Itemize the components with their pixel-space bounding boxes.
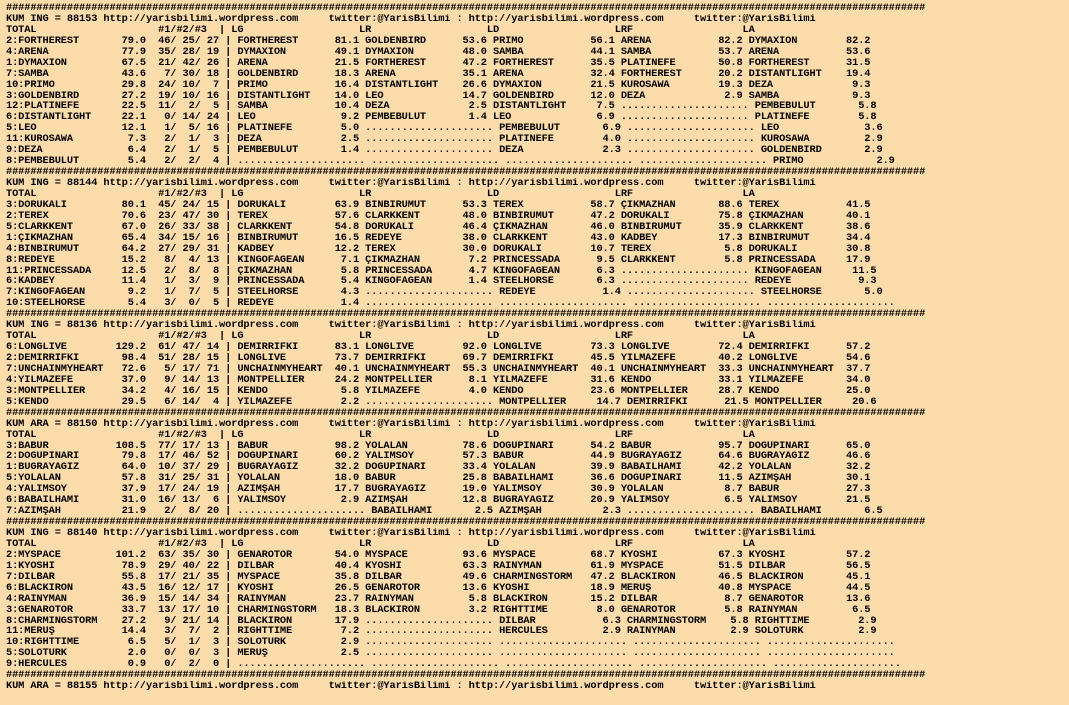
table-row: 6:BLACKIRON 43.5 16/ 12/ 17 | KYOSHI 26.5 GENAROTOR 13.6 KYOSHI 18.9 MERUŞ 40.8 MYSPACE 44.5 [6,582,871,594]
separator-rule: ####################################################################################################################################################### [6,407,926,419]
table-row: 12:PLATİNEFE 22.5 11/ 2/ 5 | SAMBA 10.4 DEZA 2.5 DISTANTLIGHT 7.5 ..................... PEMBEBULUT 5.8 [6,101,877,113]
table-row: 8:CHARMINGSTORM 27.2 9/ 21/ 14 | BLACKIRON 17.9 ..................... DİLBAR 6.3 CHARMINGSTORM 5.8 RIGHTTIME 2.9 [6,615,877,627]
table-row: 4:RAINYMAN 36.9 15/ 14/ 34 | RAINYMAN 23.7 RAINYMAN 5.8 BLACKIRON 15.2 DİLBAR 8.7 GENAROTOR 13.6 [6,593,871,605]
table-row: 4:YILMAZEFE 37.0 9/ 14/ 13 | MONTPELLIER 24.2 MONTPELLIER 8.1 YILMAZEFE 31.6 KENDO 33.1 YILMAZEFE 34.0 [6,374,871,386]
column-headers: TOTAL #1/#2/#3 | LG LR LD LRF LA [6,188,755,200]
column-headers: TOTAL #1/#2/#3 | LG LR LD LRF LA [6,331,755,343]
separator-rule: ####################################################################################################################################################### [6,670,926,682]
table-row: 5:SOLOTÜRK 2.0 0/ 0/ 3 | MERUŞ 2.5 ..................... ..................... ..................... ..................... [6,648,895,660]
table-row: 4:ARENA 77.9 35/ 28/ 19 | DYMAXION 49.1 DYMAXION 48.0 SAMBA 44.1 SAMBA 53.7 ARENA 53.6 [6,46,871,58]
table-row: 7:KINGOFAGEAN 9.2 1/ 7/ 5 | STEELHORSE 4.3 ..................... REDEYE 1.4 ..................... STEELHORSE 5.0 [6,287,883,299]
separator-rule: ####################################################################################################################################################### [6,517,926,528]
table-row: 10:PRIMO 29.8 24/ 10/ 7 | PRIMO 16.4 DISTANTLIGHT 26.6 DYMAXION 21.5 KUROSAWA 19.3 DEZA 9.3 [6,79,871,91]
race-header: KUM ING = 88140 http://yarisbilimi.wordpress.com twitter:@YarisBilimi : http://yarisbilimi.wordpress.com twitter:@YarisBilimi [6,528,816,539]
table-row: 7:AZİMŞAH 21.9 2/ 8/ 20 | ..................... BABAİLHAMİ 2.5 AZİMŞAH 2.3 ..................... BABAİLHAMİ 6.5 [6,506,883,518]
race-header: KUM ARA = 88155 http://yarisbilimi.wordpress.com twitter:@YarisBilimi : http://yarisbilimi.wordpress.com twitter:@YarisBilimi [6,681,816,693]
separator-rule: ####################################################################################################################################################### [6,309,926,321]
table-row: 7:UNCHAINMYHEART 72.6 5/ 17/ 71 | UNCHAINMYHEART 40.1 UNCHAINMYHEART 55.3 UNCHAINMYHEART 40.1 UNCHAINMYHEART 33.3 UNCHAINMYHEART 37.7 [6,363,871,375]
race-header: KUM ING = 88136 http://yarisbilimi.wordpress.com twitter:@YarisBilimi : http://yarisbilimi.wordpress.com twitter:@YarisBilimi [6,320,816,332]
table-row: 4:YALIMSOY 37.9 17/ 24/ 19 | AZİMŞAH 17.7 BUĞRAYAĞIZ 19.0 YALIMSOY 30.9 YOLALAN 8.7 BABÜR 27.3 [6,484,871,496]
table-row: 9:HERCULES 0.9 0/ 2/ 0 | ..................... ..................... ..................... ..................... ..................... [6,659,901,671]
column-headers: TOTAL #1/#2/#3 | LG LR LD LRF LA [6,429,755,441]
table-row: 5:YOLALAN 57.8 31/ 25/ 31 | YOLALAN 18.0 BABÜR 25.8 BABAİLHAMİ 36.6 DOĞUPINARI 11.5 AZİMŞAH 30.1 [6,473,871,485]
table-row: 5:CLARKKENT 67.0 26/ 33/ 38 | CLARKKENT 54.8 DORUKALİ 46.4 ÇIKMAZHAN 46.0 BİNBİRUMUT 35.9 CLARKKENT 38.6 [6,221,871,233]
table-row: 4:BİNBİRUMUT 64.2 27/ 29/ 31 | KADBEY 12.2 TEREX 30.0 DORUKALİ 10.7 TEREX 5.8 DORUKALİ 30.8 [6,243,871,255]
table-row: 8:REDEYE 15.2 8/ 4/ 13 | KINGOFAGEAN 7.1 ÇIKMAZHAN 7.2 PRINCESSADA 9.5 CLARKKENT 5.8 PRINCESSADA 17.9 [6,254,871,266]
race-header: KUM ING = 88144 http://yarisbilimi.wordpress.com twitter:@YarisBilimi : http://yarisbilimi.wordpress.com twitter:@YarisBilimi [6,178,816,189]
table-row: 1:KYOSHI 78.9 29/ 40/ 22 | DİLBAR 40.4 KYOSHI 63.3 RAINYMAN 61.9 MYSPACE 51.5 DİLBAR 56.5 [6,560,871,572]
table-row: 3:GOLDENBIRD 27.2 19/ 10/ 16 | DISTANTLIGHT 14.0 LEO 14.7 GOLDENBIRD 12.0 DEZA 2.9 SAMBA 9.3 [6,90,871,102]
column-headers: TOTAL #1/#2/#3 | LG LR LD LRF LA [6,24,755,36]
table-row: 5:LEO 12.1 1/ 5/ 16 | PLATİNEFE 5.0 ..................... PEMBEBULUT 6.9 ..................... LEO 3.6 [6,123,883,135]
table-row: 1:DYMAXION 67.5 21/ 42/ 26 | ARENA 21.5 FORTHEREST 47.2 FORTHEREST 35.5 PLATİNEFE 50.8 FORTHEREST 31.5 [6,57,871,69]
race-header: KUM ARA = 88150 http://yarisbilimi.wordpress.com twitter:@YarisBilimi : http://yarisbilimi.wordpress.com twitter:@YarisBilimi [6,418,816,430]
table-row: 5:KENDO 29.5 6/ 14/ 4 | YILMAZEFE 2.2 ..................... MONTPELLIER 14.7 DEMİRRİFKI 21.5 MONTPELLIER 20.6 [6,396,877,408]
table-row: 2:DEMİRRİFKI 98.4 51/ 28/ 15 | LONGLIVE 73.7 DEMİRRİFKI 69.7 DEMİRRİFKI 45.5 YILMAZEFE 40.2 LONGLIVE 54.6 [6,353,871,364]
table-row: 7:DİLBAR 55.8 17/ 21/ 35 | MYSPACE 35.8 DİLBAR 49.6 CHARMINGSTORM 47.2 BLACKIRON 46.5 BLACKIRON 45.1 [6,571,871,583]
table-row: 2:DOĞUPINARI 79.8 17/ 46/ 52 | DOĞUPINARI 60.2 YALIMSOY 57.3 BABÜR 44.9 BUĞRAYAĞIZ 64.6 BUĞRAYAĞIZ 46.6 [6,451,871,463]
table-row: 3:GENAROTOR 33.7 13/ 17/ 10 | CHARMINGSTORM 18.3 BLACKIRON 3.2 RIGHTTIME 8.0 GENAROTOR 5.8 RAINYMAN 6.5 [6,604,871,616]
table-row: 2:FORTHEREST 79.0 46/ 25/ 27 | FORTHEREST 81.1 GOLDENBIRD 53.6 PRIMO 56.1 ARENA 82.2 DYMAXION 82.2 [6,35,871,47]
table-row: 3:DORUKALİ 80.1 45/ 24/ 15 | DORUKALİ 63.9 BİNBİRUMUT 53.3 TEREX 58.7 ÇIKMAZHAN 88.6 TEREX 41.5 [6,199,871,211]
table-row: 6:KADBEY 11.4 1/ 3/ 9 | PRINCESSADA 5.4 KINGOFAGEAN 1.4 STEELHORSE 6.3 ..................... REDEYE 9.3 [6,276,877,288]
table-row: 3:BABÜR 108.5 77/ 17/ 13 | BABÜR 98.2 YOLALAN 78.6 DOĞUPINARI 54.2 BABÜR 95.7 DOĞUPINARI 65.0 [6,440,871,452]
table-row: 6:BABAİLHAMİ 31.0 16/ 13/ 6 | YALIMSOY 2.9 AZİMŞAH 12.8 BUĞRAYAĞIZ 20.9 YALIMSOY 6.5 YALIMSOY 21.5 [6,495,871,507]
column-headers: TOTAL #1/#2/#3 | LG LR LD LRF LA [6,538,755,550]
table-row: 11:KUROSAWA 7.3 2/ 1/ 3 | DEZA 2.5 ..................... PLATİNEFE 4.0 ..................... KUROSAWA 2.9 [6,134,883,146]
separator-rule: ####################################################################################################################################################### [6,167,926,178]
table-row: 8:PEMBEBULUT 5.4 2/ 2/ 4 | ..................... ..................... ..................... ..................... PRIMO 2.9 [6,156,895,168]
table-row: 11:PRINCESSADA 12.5 2/ 8/ 8 | ÇIKMAZHAN 5.8 PRINCESSADA 4.7 KINGOFAGEAN 6.3 ..................... KINGOFAGEAN 11.5 [6,265,877,277]
separator-rule: ####################################################################################################################################################### [6,3,926,14]
table-row: 1:BUĞRAYAĞIZ 64.0 10/ 37/ 29 | BUĞRAYAĞIZ 32.2 DOĞUPINARI 33.4 YOLALAN 39.9 BABAİLHAMİ 42.2 YOLALAN 32.2 [6,462,871,474]
table-row: 7:SAMBA 43.6 7/ 30/ 18 | GOLDENBIRD 18.3 ARENA 35.1 ARENA 32.4 FORTHEREST 20.2 DISTANTLIGHT 19.4 [6,68,871,80]
table-row: 2:MYSPACE 101.2 63/ 35/ 30 | GENAROTOR 54.0 MYSPACE 93.6 MYSPACE 68.7 KYOSHI 67.3 KYOSHI 57.2 [6,549,871,561]
table-row: 10:STEELHORSE 5.4 3/ 0/ 5 | REDEYE 1.4 ..................... ..................... ..................... ..................... [6,298,895,310]
table-row: 2:TEREX 70.6 23/ 47/ 30 | TEREX 57.6 CLARKKENT 48.0 BİNBİRUMUT 47.2 DORUKALİ 75.8 ÇIKMAZHAN 40.1 [6,210,871,222]
table-row: 10:RIGHTTIME 6.5 5/ 1/ 3 | SOLOTÜRK 2.9 ..................... ..................... ..................... ..................... [6,637,895,649]
table-row: 1:ÇIKMAZHAN 65.4 34/ 15/ 16 | BİNBİRUMUT 16.5 REDEYE 38.0 CLARKKENT 43.0 KADBEY 17.3 BİNBİRUMUT 34.4 [6,232,871,244]
table-row: 11:MERUŞ 14.4 3/ 7/ 2 | RIGHTTIME 7.2 ..................... HERCULES 2.9 RAINYMAN 2.9 SOLOTÜRK 2.9 [6,626,877,638]
table-row: 9:DEZA 6.4 2/ 1/ 5 | PEMBEBULUT 1.4 ..................... DEZA 2.3 ..................... GOLDENBIRD 2.9 [6,145,883,157]
table-row: 6:DISTANTLIGHT 22.1 0/ 14/ 24 | LEO 9.2 PEMBEBULUT 1.4 LEO 6.9 ..................... PLATİNEFE 5.8 [6,112,877,124]
table-row: 6:LONGLIVE 129.2 61/ 47/ 14 | DEMİRRİFKI 83.1 LONGLIVE 92.0 LONGLIVE 73.3 LONGLIVE 72.4 DEMİRRİFKI 57.2 [6,342,871,353]
race-header: KUM ING = 88153 http://yarisbilimi.wordpress.com twitter:@YarisBilimi : http://yarisbilimi.wordpress.com twitter:@YarisBilimi [6,13,816,25]
table-row: 3:MONTPELLIER 34.2 4/ 16/ 15 | KENDO 5.8 YILMAZEFE 4.0 KENDO 23.6 MONTPELLIER 28.7 KENDO 25.0 [6,385,871,397]
